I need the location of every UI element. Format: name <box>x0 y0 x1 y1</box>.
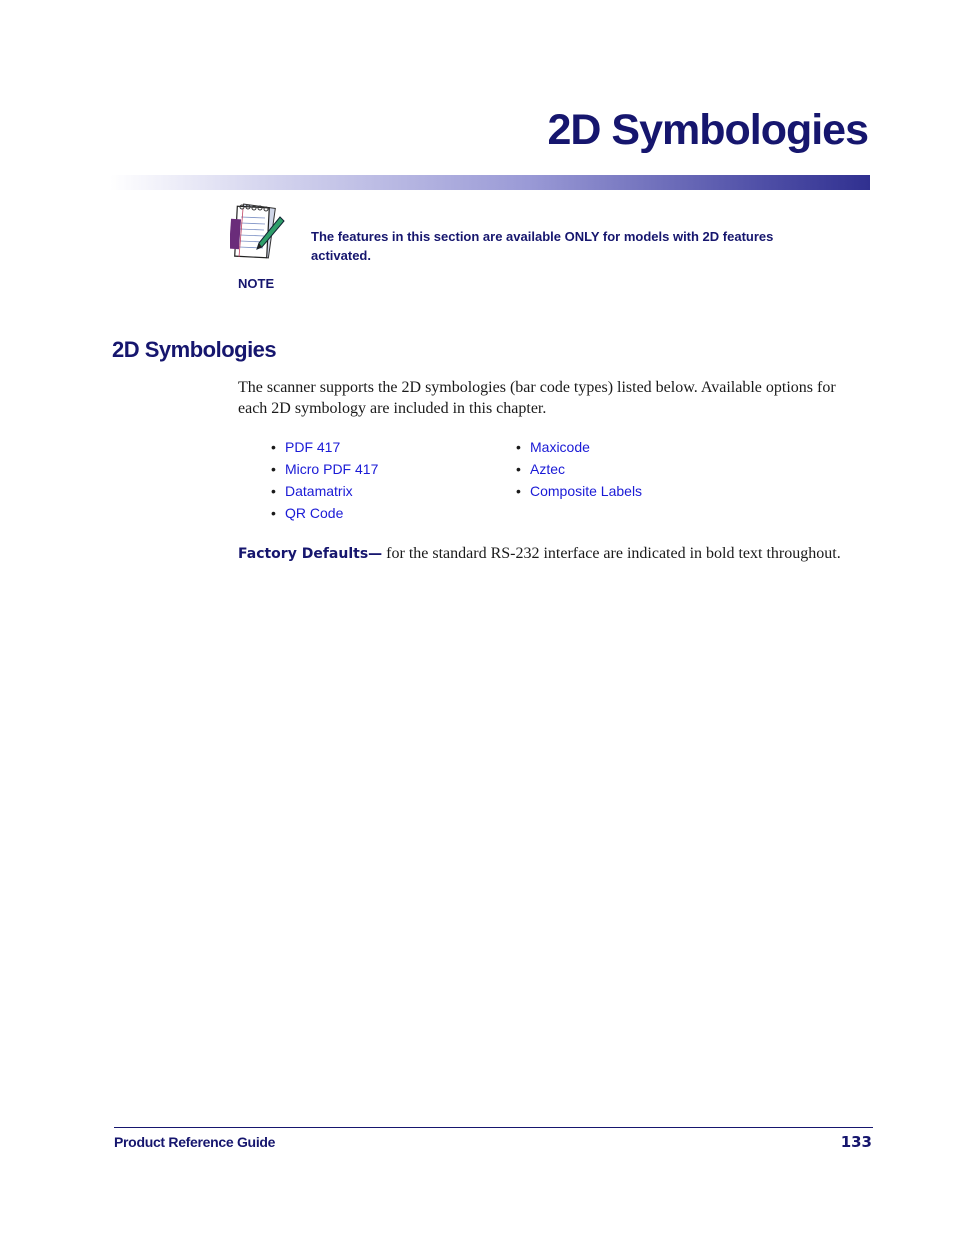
symbology-link-pdf417[interactable]: PDF 417 <box>285 439 341 455</box>
symbology-link-micro-pdf417[interactable]: Micro PDF 417 <box>285 461 379 477</box>
note-text: The features in this section are available ONLY for models with 2D features activated. <box>311 229 774 263</box>
note-label: NOTE <box>238 276 275 291</box>
list-item <box>271 480 378 502</box>
list-item <box>516 458 642 480</box>
factory-defaults-paragraph <box>238 543 841 565</box>
symbology-link-composite-labels[interactable]: Composite Labels <box>530 483 643 499</box>
symbology-link-datamatrix[interactable]: Datamatrix <box>285 483 353 499</box>
bullet-icon: • <box>516 483 521 499</box>
bullet-icon: • <box>271 439 276 455</box>
factory-defaults-text: for the standard RS-232 interface are indicated in bold text throughout. <box>382 545 841 562</box>
list-item <box>271 436 378 458</box>
list-item <box>516 480 642 502</box>
symbology-list-left <box>271 436 378 524</box>
symbology-list-right <box>516 436 642 502</box>
chapter-title: 2D Symbologies <box>547 106 868 154</box>
bullet-icon: • <box>271 461 276 477</box>
bullet-icon: • <box>271 483 276 499</box>
section-heading: 2D Symbologies <box>112 337 277 362</box>
factory-defaults-lead: Factory Defaults— <box>238 546 383 562</box>
footer-rule <box>114 1127 873 1128</box>
page-number: 133 <box>840 1133 872 1151</box>
notepad-icon <box>230 201 286 263</box>
symbology-link-maxicode[interactable]: Maxicode <box>530 439 590 455</box>
list-item <box>271 502 378 524</box>
title-gradient-rule <box>110 175 870 190</box>
symbology-link-qr-code[interactable]: QR Code <box>285 505 344 521</box>
footer-guide-title: Product Reference Guide <box>114 1134 276 1150</box>
bullet-icon: • <box>271 505 276 521</box>
list-item <box>516 436 642 458</box>
intro-paragraph: The scanner supports the 2D symbologies (bar code types) listed below. Available options for each 2D symbology are included in this chapter. <box>238 379 836 417</box>
list-item <box>271 458 378 480</box>
symbology-link-aztec[interactable]: Aztec <box>530 461 566 477</box>
bullet-icon: • <box>516 461 521 477</box>
bullet-icon: • <box>516 439 521 455</box>
